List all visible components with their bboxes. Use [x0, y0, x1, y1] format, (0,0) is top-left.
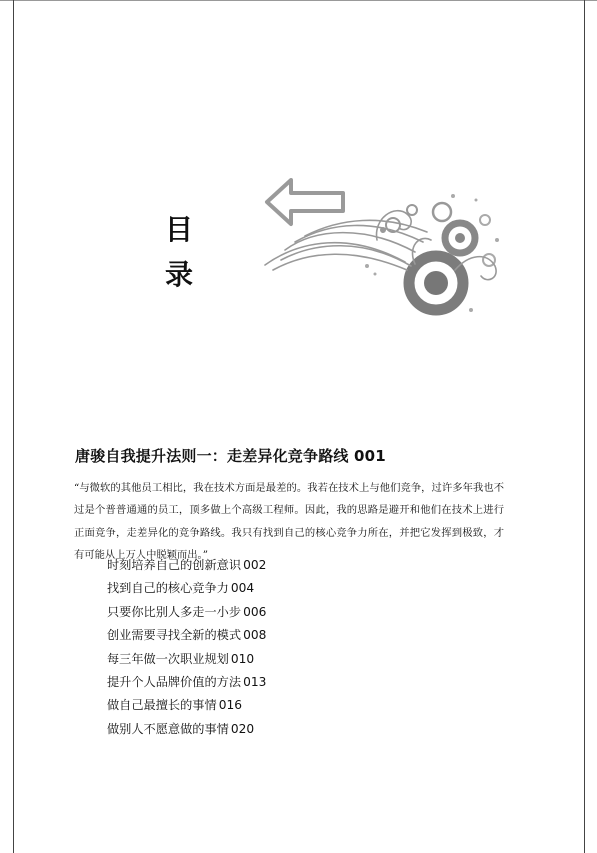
toc-entry-title: 时刻培养自己的创新意识 — [107, 558, 242, 572]
toc-entry[interactable] — [107, 718, 266, 741]
toc-entry-title: 做别人不愿意做的事情 — [107, 721, 229, 736]
toc-entry-title: 创业需要寻找全新的模式 — [107, 628, 242, 643]
page-left-edge — [13, 0, 14, 853]
toc-entry-title: 做自己最擅长的事情 — [107, 698, 217, 713]
toc-entry[interactable] — [107, 577, 266, 600]
decorative-arrow-circles-ornament — [255, 170, 505, 355]
toc-entry-page: 002 — [243, 558, 267, 572]
chapter-quote: “与微软的其他员工相比，我在技术方面是最差的。我若在技术上与他们竞争，过许多年我也不过是个普普通通的员工，顶多做上个高级工程师。因此，我的思路是避开和他们在技术上进行正面竞争，走差异化的竞争路线。我只有找到自己的核心竞争力所在，并把它发挥到极致，才有可能从上万人中脱颖而出。” — [74, 482, 504, 561]
toc-entry-title: 提升个人品牌价值的方法 — [107, 674, 242, 689]
toc-heading-char-1: 目 — [164, 213, 193, 246]
toc-entry[interactable] — [107, 671, 266, 694]
toc-entry-title: 只要你比别人多走一小步 — [107, 604, 242, 619]
toc-entry-title: 找到自己的核心竞争力 — [107, 581, 229, 596]
page-right-edge — [584, 0, 585, 853]
page-top-edge — [0, 0, 597, 1]
toc-entry-page: 008 — [243, 628, 267, 643]
target-rings-icon — [409, 256, 463, 310]
toc-entry-page: 010 — [230, 651, 255, 666]
chapter-title: 唐骏自我提升法则一：走差异化竞争路线 001 — [75, 447, 386, 465]
toc-entry[interactable] — [107, 694, 266, 717]
toc-entry-title: 每三年做一次职业规划 — [107, 651, 229, 666]
toc-entry-page: 013 — [243, 674, 267, 689]
left-arrow-icon — [267, 180, 343, 224]
toc-entry[interactable] — [107, 624, 266, 647]
toc-entry[interactable] — [107, 648, 266, 671]
toc-entry[interactable] — [107, 601, 266, 624]
toc-entry-list — [107, 554, 266, 741]
toc-entry[interactable] — [107, 554, 266, 577]
toc-entry-page: 004 — [230, 581, 255, 596]
toc-entry-page: 006 — [243, 604, 267, 619]
toc-entry-page: 016 — [218, 698, 242, 713]
toc-entry-page: 020 — [230, 721, 255, 736]
toc-heading-char-2: 录 — [164, 258, 193, 291]
